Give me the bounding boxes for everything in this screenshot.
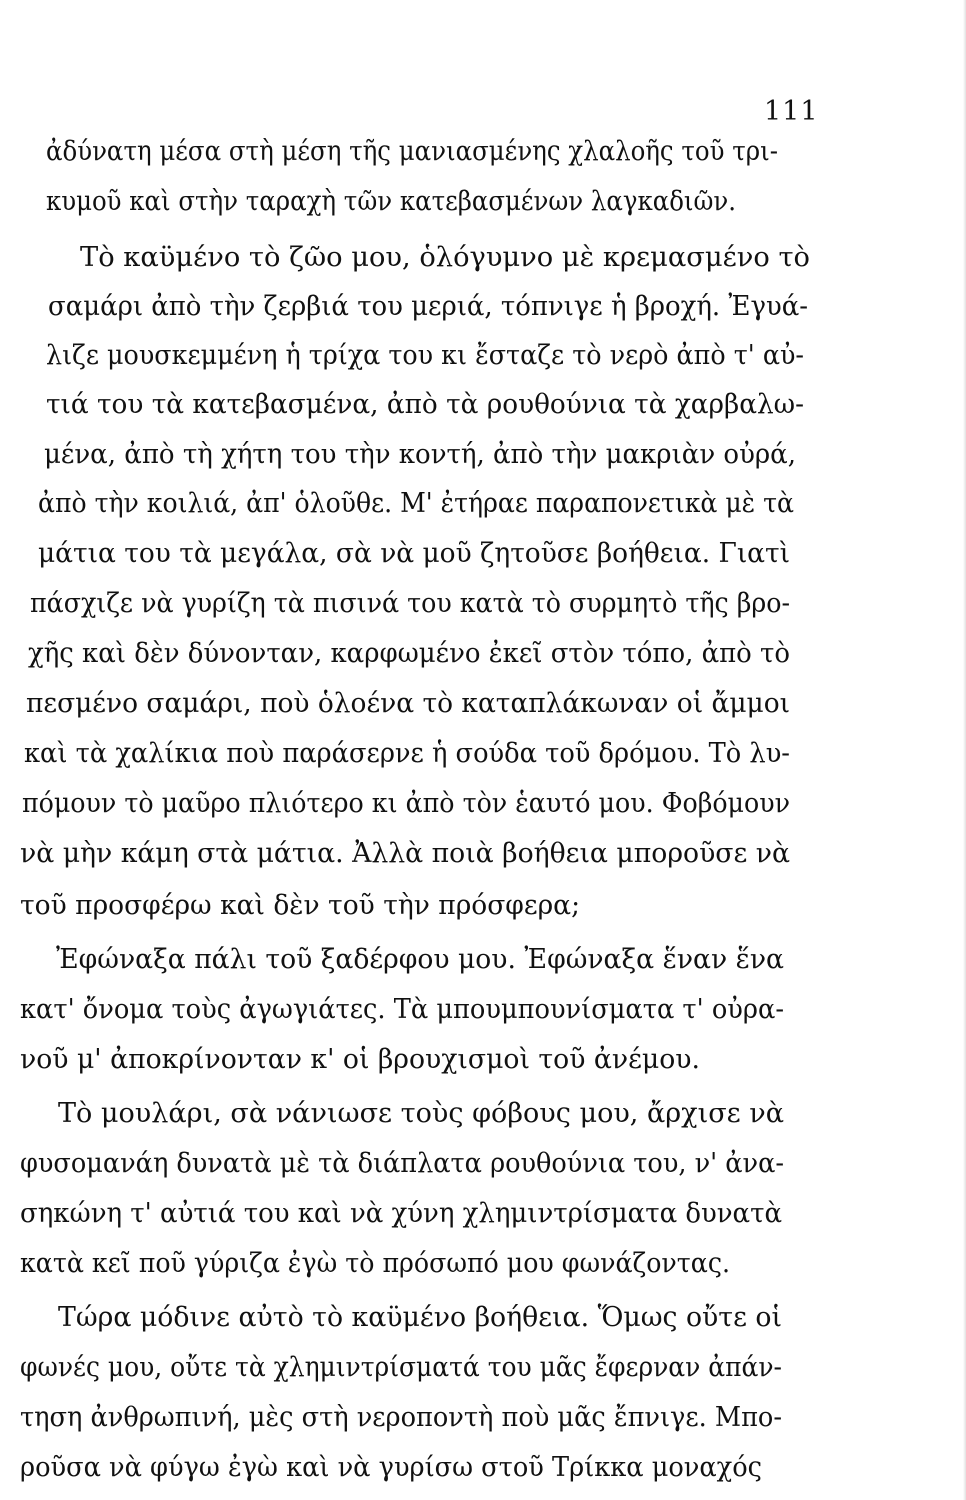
text-line: πάσχιζε νὰ γυρίζη τὰ πισινά του κατὰ τὸ συρμητὸ τῆς βρο- bbox=[30, 588, 790, 619]
text-line: φυσομανάη δυνατὰ μὲ τὰ διάπλατα ρουθούνια του, ν' ἀνα- bbox=[20, 1148, 784, 1179]
text-line: ροῦσα νὰ φύγω ἐγὼ καὶ νὰ γυρίσω στοῦ Τρίκκα μοναχός bbox=[20, 1452, 762, 1483]
text-line: πόμουν τὸ μαῦρο πλιότερο κι ἀπὸ τὸν ἑαυτό μου. Φοβόμουν bbox=[22, 788, 790, 819]
text-line: τοῦ προσφέρω καὶ δὲν τοῦ τὴν πρόσφερα; bbox=[20, 890, 580, 921]
text-line: λιζε μουσκεμμένη ἡ τρίχα του κι ἔσταζε τὸ νερὸ ἀπὸ τ' αὐ- bbox=[46, 340, 804, 371]
text-line: νοῦ μ' ἀποκρίνονταν κ' οἱ βρουχισμοὶ τοῦ ἀνέμου. bbox=[20, 1044, 700, 1075]
text-line: κατὰ κεῖ ποῦ γύριζα ἐγὼ τὸ πρόσωπό μου φωνάζοντας. bbox=[20, 1248, 730, 1279]
text-line: φωνές μου, οὔτε τὰ χλημιντρίσματά του μᾶς ἔφερναν ἀπάν- bbox=[20, 1352, 782, 1383]
text-line: κατ' ὄνομα τοὺς ἀγωγιάτες. Τὰ μπουμπουνίσματα τ' οὐρα- bbox=[20, 994, 784, 1025]
page-number: 111 bbox=[764, 96, 819, 127]
text-line: τηση ἀνθρωπινή, μὲς στὴ νεροποντὴ ποὺ μᾶς ἔπνιγε. Μπο- bbox=[20, 1402, 782, 1433]
text-line: σαμάρι ἀπὸ τὴν ζερβιά του μεριά, τόπνιγε ἡ βροχή. Ἐγυά- bbox=[48, 291, 808, 322]
text-line: Τώρα μόδινε αὐτὸ τὸ καϋμένο βοήθεια. Ὅμως οὔτε οἱ bbox=[58, 1302, 782, 1333]
text-line: καὶ τὰ χαλίκια ποὺ παράσερνε ἡ σούδα τοῦ δρόμου. Τὸ λυ- bbox=[24, 738, 790, 769]
text-line: χῆς καὶ δὲν δύνονταν, καρφωμένο ἐκεῖ στὸν τόπο, ἀπὸ τὸ bbox=[28, 638, 790, 669]
text-line: πεσμένο σαμάρι, ποὺ ὁλοένα τὸ καταπλάκωναν οἱ ἄμμοι bbox=[26, 688, 790, 719]
text-line: τιά του τὰ κατεβασμένα, ἀπὸ τὰ ρουθούνια τὰ χαρβαλω- bbox=[46, 389, 804, 420]
text-line: ἀδύνατη μέσα στὴ μέση τῆς μανιασμένης χλαλοῆς τοῦ τρι- bbox=[46, 136, 778, 167]
text-line: Τὸ καϋμένο τὸ ζῶο μου, ὁλόγυμνο μὲ κρεμασμένο τὸ bbox=[80, 242, 810, 273]
text-line: Τὸ μουλάρι, σὰ νάνιωσε τοὺς φόβους μου, ἄρχισε νὰ bbox=[58, 1098, 784, 1129]
text-line: μένα, ἀπὸ τὴ χήτη του τὴν κοντή, ἀπὸ τὴν μακριὰν οὐρά, bbox=[44, 439, 796, 470]
text-line: νὰ μὴν κάμη στὰ μάτια. Ἀλλὰ ποιὰ βοήθεια μποροῦσε νὰ bbox=[20, 838, 790, 869]
text-line: ἀπὸ τὴν κοιλιά, ἀπ' ὁλοῦθε. Μ' ἐτήραε παραπονετικὰ μὲ τὰ bbox=[38, 488, 794, 519]
text-line: μάτια του τὰ μεγάλα, σὰ νὰ μοῦ ζητοῦσε βοήθεια. Γιατὶ bbox=[38, 538, 790, 569]
text-line: κυμοῦ καὶ στὴν ταραχὴ τῶν κατεβασμένων λαγκαδιῶν. bbox=[46, 186, 736, 217]
text-line: σηκώνη τ' αὐτιά του καὶ νὰ χύνη χλημιντρίσματα δυνατὰ bbox=[20, 1198, 782, 1229]
text-line: Ἐφώναξα πάλι τοῦ ξαδέρφου μου. Ἐφώναξα ἕναν ἕνα bbox=[56, 944, 784, 975]
